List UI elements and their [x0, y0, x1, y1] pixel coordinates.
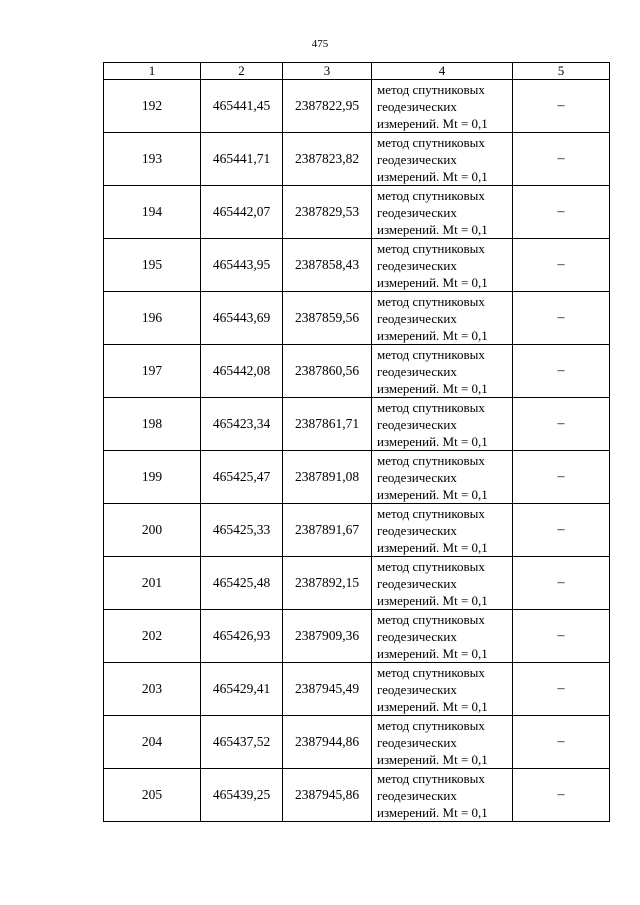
method-line: измерений. Mt = 0,1: [377, 327, 488, 343]
x-coordinate-cell: 465425,47: [201, 451, 283, 504]
note-cell: –: [513, 663, 610, 716]
method-line: геодезических: [377, 787, 457, 803]
method-cell: [372, 292, 513, 345]
y-coordinate-cell: 2387892,15: [283, 557, 372, 610]
method-line: метод спутниковых: [377, 611, 485, 627]
method-line: метод спутниковых: [377, 717, 485, 733]
method-line: метод спутниковых: [377, 240, 485, 256]
table-body: [104, 80, 610, 822]
table-row: [104, 345, 610, 398]
point-number-cell: 194: [104, 186, 201, 239]
point-number-cell: 202: [104, 610, 201, 663]
y-coordinate-cell: 2387891,67: [283, 504, 372, 557]
note-cell: –: [513, 186, 610, 239]
method-line: геодезических: [377, 681, 457, 697]
method-line: геодезических: [377, 628, 457, 644]
y-coordinate-cell: 2387891,08: [283, 451, 372, 504]
method-line: геодезических: [377, 575, 457, 591]
x-coordinate-cell: 465426,93: [201, 610, 283, 663]
y-coordinate-cell: 2387944,86: [283, 716, 372, 769]
table-row: [104, 80, 610, 133]
method-line: метод спутниковых: [377, 81, 485, 97]
point-number-cell: 192: [104, 80, 201, 133]
method-line: метод спутниковых: [377, 770, 485, 786]
x-coordinate-cell: 465429,41: [201, 663, 283, 716]
method-line: метод спутниковых: [377, 558, 485, 574]
method-line: метод спутниковых: [377, 399, 485, 415]
method-cell: [372, 663, 513, 716]
note-cell: –: [513, 610, 610, 663]
note-cell: –: [513, 345, 610, 398]
y-coordinate-cell: 2387909,36: [283, 610, 372, 663]
table-row: [104, 716, 610, 769]
note-cell: –: [513, 451, 610, 504]
point-number-cell: 203: [104, 663, 201, 716]
x-coordinate-cell: 465443,95: [201, 239, 283, 292]
note-cell: –: [513, 716, 610, 769]
header-row: [104, 63, 610, 80]
method-line: геодезических: [377, 734, 457, 750]
note-cell: –: [513, 133, 610, 186]
method-line: измерений. Mt = 0,1: [377, 592, 488, 608]
point-number-cell: 199: [104, 451, 201, 504]
x-coordinate-cell: 465423,34: [201, 398, 283, 451]
table-row: [104, 769, 610, 822]
note-cell: –: [513, 769, 610, 822]
method-line: геодезических: [377, 204, 457, 220]
note-cell: –: [513, 239, 610, 292]
method-cell: [372, 504, 513, 557]
method-line: измерений. Mt = 0,1: [377, 115, 488, 131]
method-cell: [372, 451, 513, 504]
table-row: [104, 451, 610, 504]
method-cell: [372, 716, 513, 769]
method-line: геодезических: [377, 257, 457, 273]
x-coordinate-cell: 465442,08: [201, 345, 283, 398]
column-header-3: 3: [283, 63, 372, 80]
method-line: метод спутниковых: [377, 664, 485, 680]
page-number: 475: [311, 38, 329, 50]
x-coordinate-cell: 465441,71: [201, 133, 283, 186]
method-cell: [372, 398, 513, 451]
table-row: [104, 186, 610, 239]
method-line: измерений. Mt = 0,1: [377, 804, 488, 820]
y-coordinate-cell: 2387861,71: [283, 398, 372, 451]
method-line: измерений. Mt = 0,1: [377, 751, 488, 767]
table-row: [104, 663, 610, 716]
table-row: [104, 557, 610, 610]
column-header-5: 5: [513, 63, 610, 80]
y-coordinate-cell: 2387945,86: [283, 769, 372, 822]
method-cell: [372, 769, 513, 822]
y-coordinate-cell: 2387860,56: [283, 345, 372, 398]
method-line: геодезических: [377, 522, 457, 538]
table-row: [104, 610, 610, 663]
x-coordinate-cell: 465425,33: [201, 504, 283, 557]
method-line: метод спутниковых: [377, 187, 485, 203]
y-coordinate-cell: 2387823,82: [283, 133, 372, 186]
method-cell: [372, 610, 513, 663]
y-coordinate-cell: 2387859,56: [283, 292, 372, 345]
column-header-1: 1: [104, 63, 201, 80]
method-cell: [372, 345, 513, 398]
method-line: измерений. Mt = 0,1: [377, 645, 488, 661]
method-line: метод спутниковых: [377, 134, 485, 150]
method-line: геодезических: [377, 363, 457, 379]
method-cell: [372, 557, 513, 610]
method-line: метод спутниковых: [377, 452, 485, 468]
method-line: геодезических: [377, 151, 457, 167]
y-coordinate-cell: 2387822,95: [283, 80, 372, 133]
method-line: измерений. Mt = 0,1: [377, 698, 488, 714]
x-coordinate-cell: 465443,69: [201, 292, 283, 345]
point-number-cell: 204: [104, 716, 201, 769]
method-line: измерений. Mt = 0,1: [377, 433, 488, 449]
point-number-cell: 198: [104, 398, 201, 451]
method-line: измерений. Mt = 0,1: [377, 274, 488, 290]
method-line: измерений. Mt = 0,1: [377, 380, 488, 396]
point-number-cell: 195: [104, 239, 201, 292]
method-line: измерений. Mt = 0,1: [377, 168, 488, 184]
point-number-cell: 196: [104, 292, 201, 345]
method-cell: [372, 186, 513, 239]
x-coordinate-cell: 465439,25: [201, 769, 283, 822]
method-line: геодезических: [377, 469, 457, 485]
point-number-cell: 197: [104, 345, 201, 398]
x-coordinate-cell: 465437,52: [201, 716, 283, 769]
y-coordinate-cell: 2387858,43: [283, 239, 372, 292]
method-line: метод спутниковых: [377, 505, 485, 521]
column-header-4: 4: [372, 63, 513, 80]
column-header-2: 2: [201, 63, 283, 80]
note-cell: –: [513, 557, 610, 610]
table-row: [104, 133, 610, 186]
method-cell: [372, 239, 513, 292]
y-coordinate-cell: 2387945,49: [283, 663, 372, 716]
method-line: метод спутниковых: [377, 293, 485, 309]
table-row: [104, 398, 610, 451]
note-cell: –: [513, 398, 610, 451]
point-number-cell: 200: [104, 504, 201, 557]
method-line: измерений. Mt = 0,1: [377, 486, 488, 502]
x-coordinate-cell: 465441,45: [201, 80, 283, 133]
method-line: измерений. Mt = 0,1: [377, 539, 488, 555]
y-coordinate-cell: 2387829,53: [283, 186, 372, 239]
method-line: геодезических: [377, 416, 457, 432]
table-row: [104, 239, 610, 292]
table-row: [104, 504, 610, 557]
method-line: измерений. Mt = 0,1: [377, 221, 488, 237]
note-cell: –: [513, 292, 610, 345]
x-coordinate-cell: 465425,48: [201, 557, 283, 610]
point-number-cell: 205: [104, 769, 201, 822]
method-cell: [372, 133, 513, 186]
method-line: геодезических: [377, 310, 457, 326]
method-cell: [372, 80, 513, 133]
method-line: геодезических: [377, 98, 457, 114]
table-row: [104, 292, 610, 345]
x-coordinate-cell: 465442,07: [201, 186, 283, 239]
coordinates-table: [103, 62, 610, 822]
point-number-cell: 193: [104, 133, 201, 186]
note-cell: –: [513, 504, 610, 557]
note-cell: –: [513, 80, 610, 133]
point-number-cell: 201: [104, 557, 201, 610]
method-line: метод спутниковых: [377, 346, 485, 362]
